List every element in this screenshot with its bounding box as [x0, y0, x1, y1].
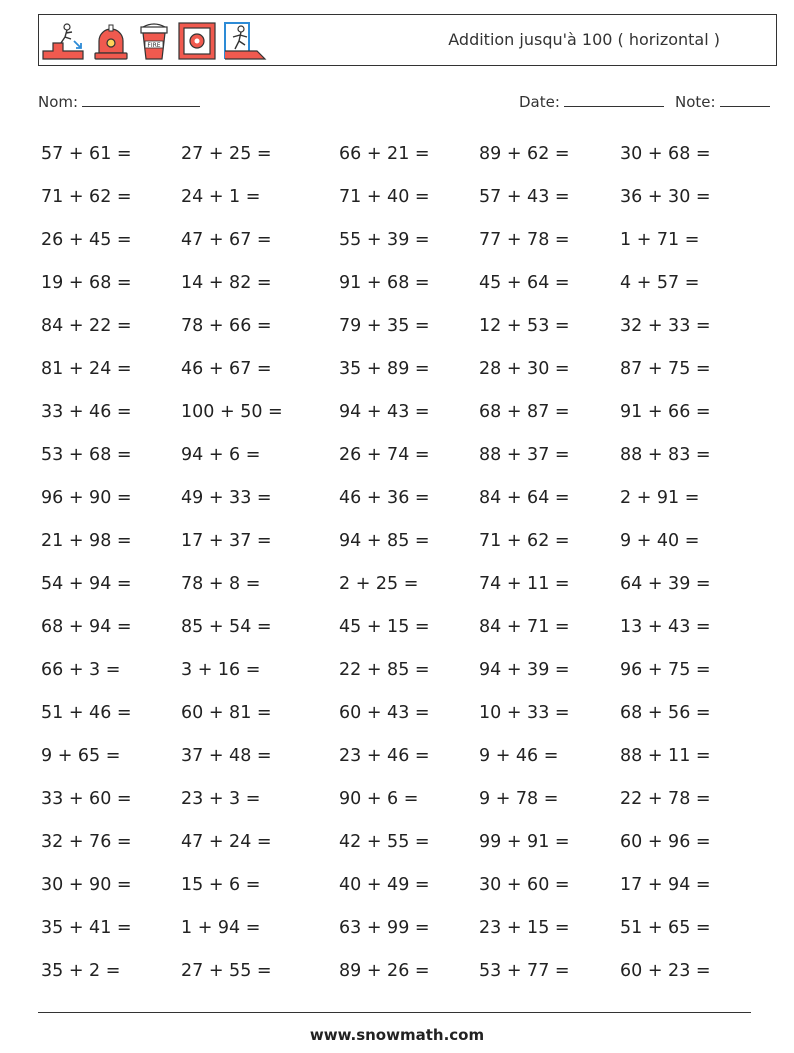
problem-row: [41, 692, 761, 735]
problem-item: 10 + 33 =: [479, 703, 570, 723]
problem-item: 28 + 30 =: [479, 359, 570, 379]
problem-item: 9 + 46 =: [479, 746, 559, 766]
problem-item: 17 + 94 =: [620, 875, 711, 895]
problem-item: 19 + 68 =: [41, 273, 132, 293]
problem-item: 57 + 61 =: [41, 144, 132, 164]
problem-item: 68 + 56 =: [620, 703, 711, 723]
problem-item: 77 + 78 =: [479, 230, 570, 250]
problem-item: 23 + 46 =: [339, 746, 430, 766]
problem-item: 35 + 41 =: [41, 918, 132, 938]
name-blank: [82, 92, 200, 107]
problem-item: 1 + 71 =: [620, 230, 700, 250]
problem-item: 99 + 91 =: [479, 832, 570, 852]
problem-item: 27 + 25 =: [181, 144, 272, 164]
problem-item: 21 + 98 =: [41, 531, 132, 551]
problem-item: 46 + 36 =: [339, 488, 430, 508]
problem-item: 22 + 85 =: [339, 660, 430, 680]
problem-item: 94 + 39 =: [479, 660, 570, 680]
problem-item: 96 + 75 =: [620, 660, 711, 680]
problem-item: 91 + 66 =: [620, 402, 711, 422]
problem-item: 32 + 76 =: [41, 832, 132, 852]
problem-item: 33 + 60 =: [41, 789, 132, 809]
problem-item: 88 + 37 =: [479, 445, 570, 465]
problem-row: [41, 262, 761, 305]
problem-item: 78 + 8 =: [181, 574, 261, 594]
fire-alarm-button-icon: [177, 21, 217, 61]
problem-item: 89 + 26 =: [339, 961, 430, 981]
name-label: Nom:: [38, 93, 79, 111]
problem-row: [41, 778, 761, 821]
problem-item: 22 + 78 =: [620, 789, 711, 809]
problem-row: [41, 864, 761, 907]
problem-item: 84 + 64 =: [479, 488, 570, 508]
alarm-siren-icon: [91, 21, 131, 61]
problem-item: 68 + 94 =: [41, 617, 132, 637]
problem-item: 60 + 43 =: [339, 703, 430, 723]
problem-row: [41, 477, 761, 520]
problem-item: 9 + 65 =: [41, 746, 121, 766]
problem-row: [41, 176, 761, 219]
problem-item: 40 + 49 =: [339, 875, 430, 895]
problem-item: 47 + 24 =: [181, 832, 272, 852]
problem-item: 71 + 62 =: [41, 187, 132, 207]
problem-item: 26 + 74 =: [339, 445, 430, 465]
problem-row: [41, 735, 761, 778]
problem-row: [41, 434, 761, 477]
problem-item: 45 + 15 =: [339, 617, 430, 637]
problem-item: 79 + 35 =: [339, 316, 430, 336]
problem-item: 94 + 6 =: [181, 445, 261, 465]
problem-item: 53 + 77 =: [479, 961, 570, 981]
problem-row: [41, 520, 761, 563]
problem-row: [41, 391, 761, 434]
problem-item: 74 + 11 =: [479, 574, 570, 594]
problem-item: 26 + 45 =: [41, 230, 132, 250]
problem-item: 90 + 6 =: [339, 789, 419, 809]
problem-item: 30 + 90 =: [41, 875, 132, 895]
problem-item: 42 + 55 =: [339, 832, 430, 852]
svg-text:FIRE: FIRE: [147, 42, 161, 49]
problem-item: 64 + 39 =: [620, 574, 711, 594]
emergency-exit-icon: [223, 21, 267, 61]
problem-row: [41, 563, 761, 606]
problem-row: [41, 305, 761, 348]
problem-item: 35 + 2 =: [41, 961, 121, 981]
emergency-stairs-icon: [41, 21, 85, 61]
worksheet-title: Addition jusqu'à 100 ( horizontal ): [448, 30, 720, 49]
problem-item: 96 + 90 =: [41, 488, 132, 508]
problem-item: 55 + 39 =: [339, 230, 430, 250]
problem-item: 2 + 91 =: [620, 488, 700, 508]
problem-item: 84 + 22 =: [41, 316, 132, 336]
problem-item: 91 + 68 =: [339, 273, 430, 293]
problem-item: 13 + 43 =: [620, 617, 711, 637]
problem-item: 60 + 96 =: [620, 832, 711, 852]
problem-item: 30 + 60 =: [479, 875, 570, 895]
problem-item: 87 + 75 =: [620, 359, 711, 379]
footer-website: www.snowmath.com: [309, 1026, 485, 1044]
problem-row: [41, 606, 761, 649]
problem-row: [41, 907, 761, 950]
problem-item: 68 + 87 =: [479, 402, 570, 422]
problem-row: [41, 219, 761, 262]
problem-item: 23 + 15 =: [479, 918, 570, 938]
problem-item: 100 + 50 =: [181, 402, 283, 422]
problem-row: [41, 950, 761, 993]
name-field: [38, 92, 200, 111]
problem-item: 89 + 62 =: [479, 144, 570, 164]
problem-item: 46 + 67 =: [181, 359, 272, 379]
problem-item: 37 + 48 =: [181, 746, 272, 766]
problem-item: 32 + 33 =: [620, 316, 711, 336]
note-blank: [720, 92, 770, 107]
worksheet-header: [38, 14, 777, 66]
problem-item: 51 + 46 =: [41, 703, 132, 723]
problem-item: 45 + 64 =: [479, 273, 570, 293]
problem-item: 53 + 68 =: [41, 445, 132, 465]
problem-item: 49 + 33 =: [181, 488, 272, 508]
problem-item: 57 + 43 =: [479, 187, 570, 207]
problem-item: 94 + 43 =: [339, 402, 430, 422]
problem-item: 60 + 81 =: [181, 703, 272, 723]
problem-item: 24 + 1 =: [181, 187, 261, 207]
problem-item: 66 + 3 =: [41, 660, 121, 680]
problem-item: 78 + 66 =: [181, 316, 272, 336]
problem-row: [41, 821, 761, 864]
problem-row: [41, 649, 761, 692]
problem-item: 66 + 21 =: [339, 144, 430, 164]
problem-item: 2 + 25 =: [339, 574, 419, 594]
problem-item: 9 + 40 =: [620, 531, 700, 551]
problem-item: 36 + 30 =: [620, 187, 711, 207]
problem-item: 71 + 40 =: [339, 187, 430, 207]
problem-item: 88 + 11 =: [620, 746, 711, 766]
date-blank: [564, 92, 664, 107]
problem-item: 30 + 68 =: [620, 144, 711, 164]
problem-row: [41, 348, 761, 391]
problem-item: 12 + 53 =: [479, 316, 570, 336]
problem-item: 3 + 16 =: [181, 660, 261, 680]
problem-item: 85 + 54 =: [181, 617, 272, 637]
problem-item: 54 + 94 =: [41, 574, 132, 594]
problem-item: 33 + 46 =: [41, 402, 132, 422]
problem-item: 81 + 24 =: [41, 359, 132, 379]
note-label: Note:: [675, 93, 716, 111]
problem-item: 84 + 71 =: [479, 617, 570, 637]
problem-item: 4 + 57 =: [620, 273, 700, 293]
fire-bucket-icon: [137, 21, 171, 61]
date-field: [519, 92, 664, 111]
problem-item: 60 + 23 =: [620, 961, 711, 981]
problem-item: 94 + 85 =: [339, 531, 430, 551]
footer-divider: [38, 1012, 751, 1013]
date-label: Date:: [519, 93, 560, 111]
problem-item: 1 + 94 =: [181, 918, 261, 938]
problem-item: 47 + 67 =: [181, 230, 272, 250]
problem-item: 17 + 37 =: [181, 531, 272, 551]
problem-item: 63 + 99 =: [339, 918, 430, 938]
problem-item: 35 + 89 =: [339, 359, 430, 379]
problem-item: 14 + 82 =: [181, 273, 272, 293]
problem-item: 23 + 3 =: [181, 789, 261, 809]
problem-item: 51 + 65 =: [620, 918, 711, 938]
problem-grid: [41, 133, 761, 993]
problem-item: 27 + 55 =: [181, 961, 272, 981]
problem-item: 71 + 62 =: [479, 531, 570, 551]
problem-row: [41, 133, 761, 176]
problem-item: 88 + 83 =: [620, 445, 711, 465]
header-icons: [41, 19, 267, 63]
note-field: [675, 92, 770, 111]
problem-item: 9 + 78 =: [479, 789, 559, 809]
problem-item: 15 + 6 =: [181, 875, 261, 895]
